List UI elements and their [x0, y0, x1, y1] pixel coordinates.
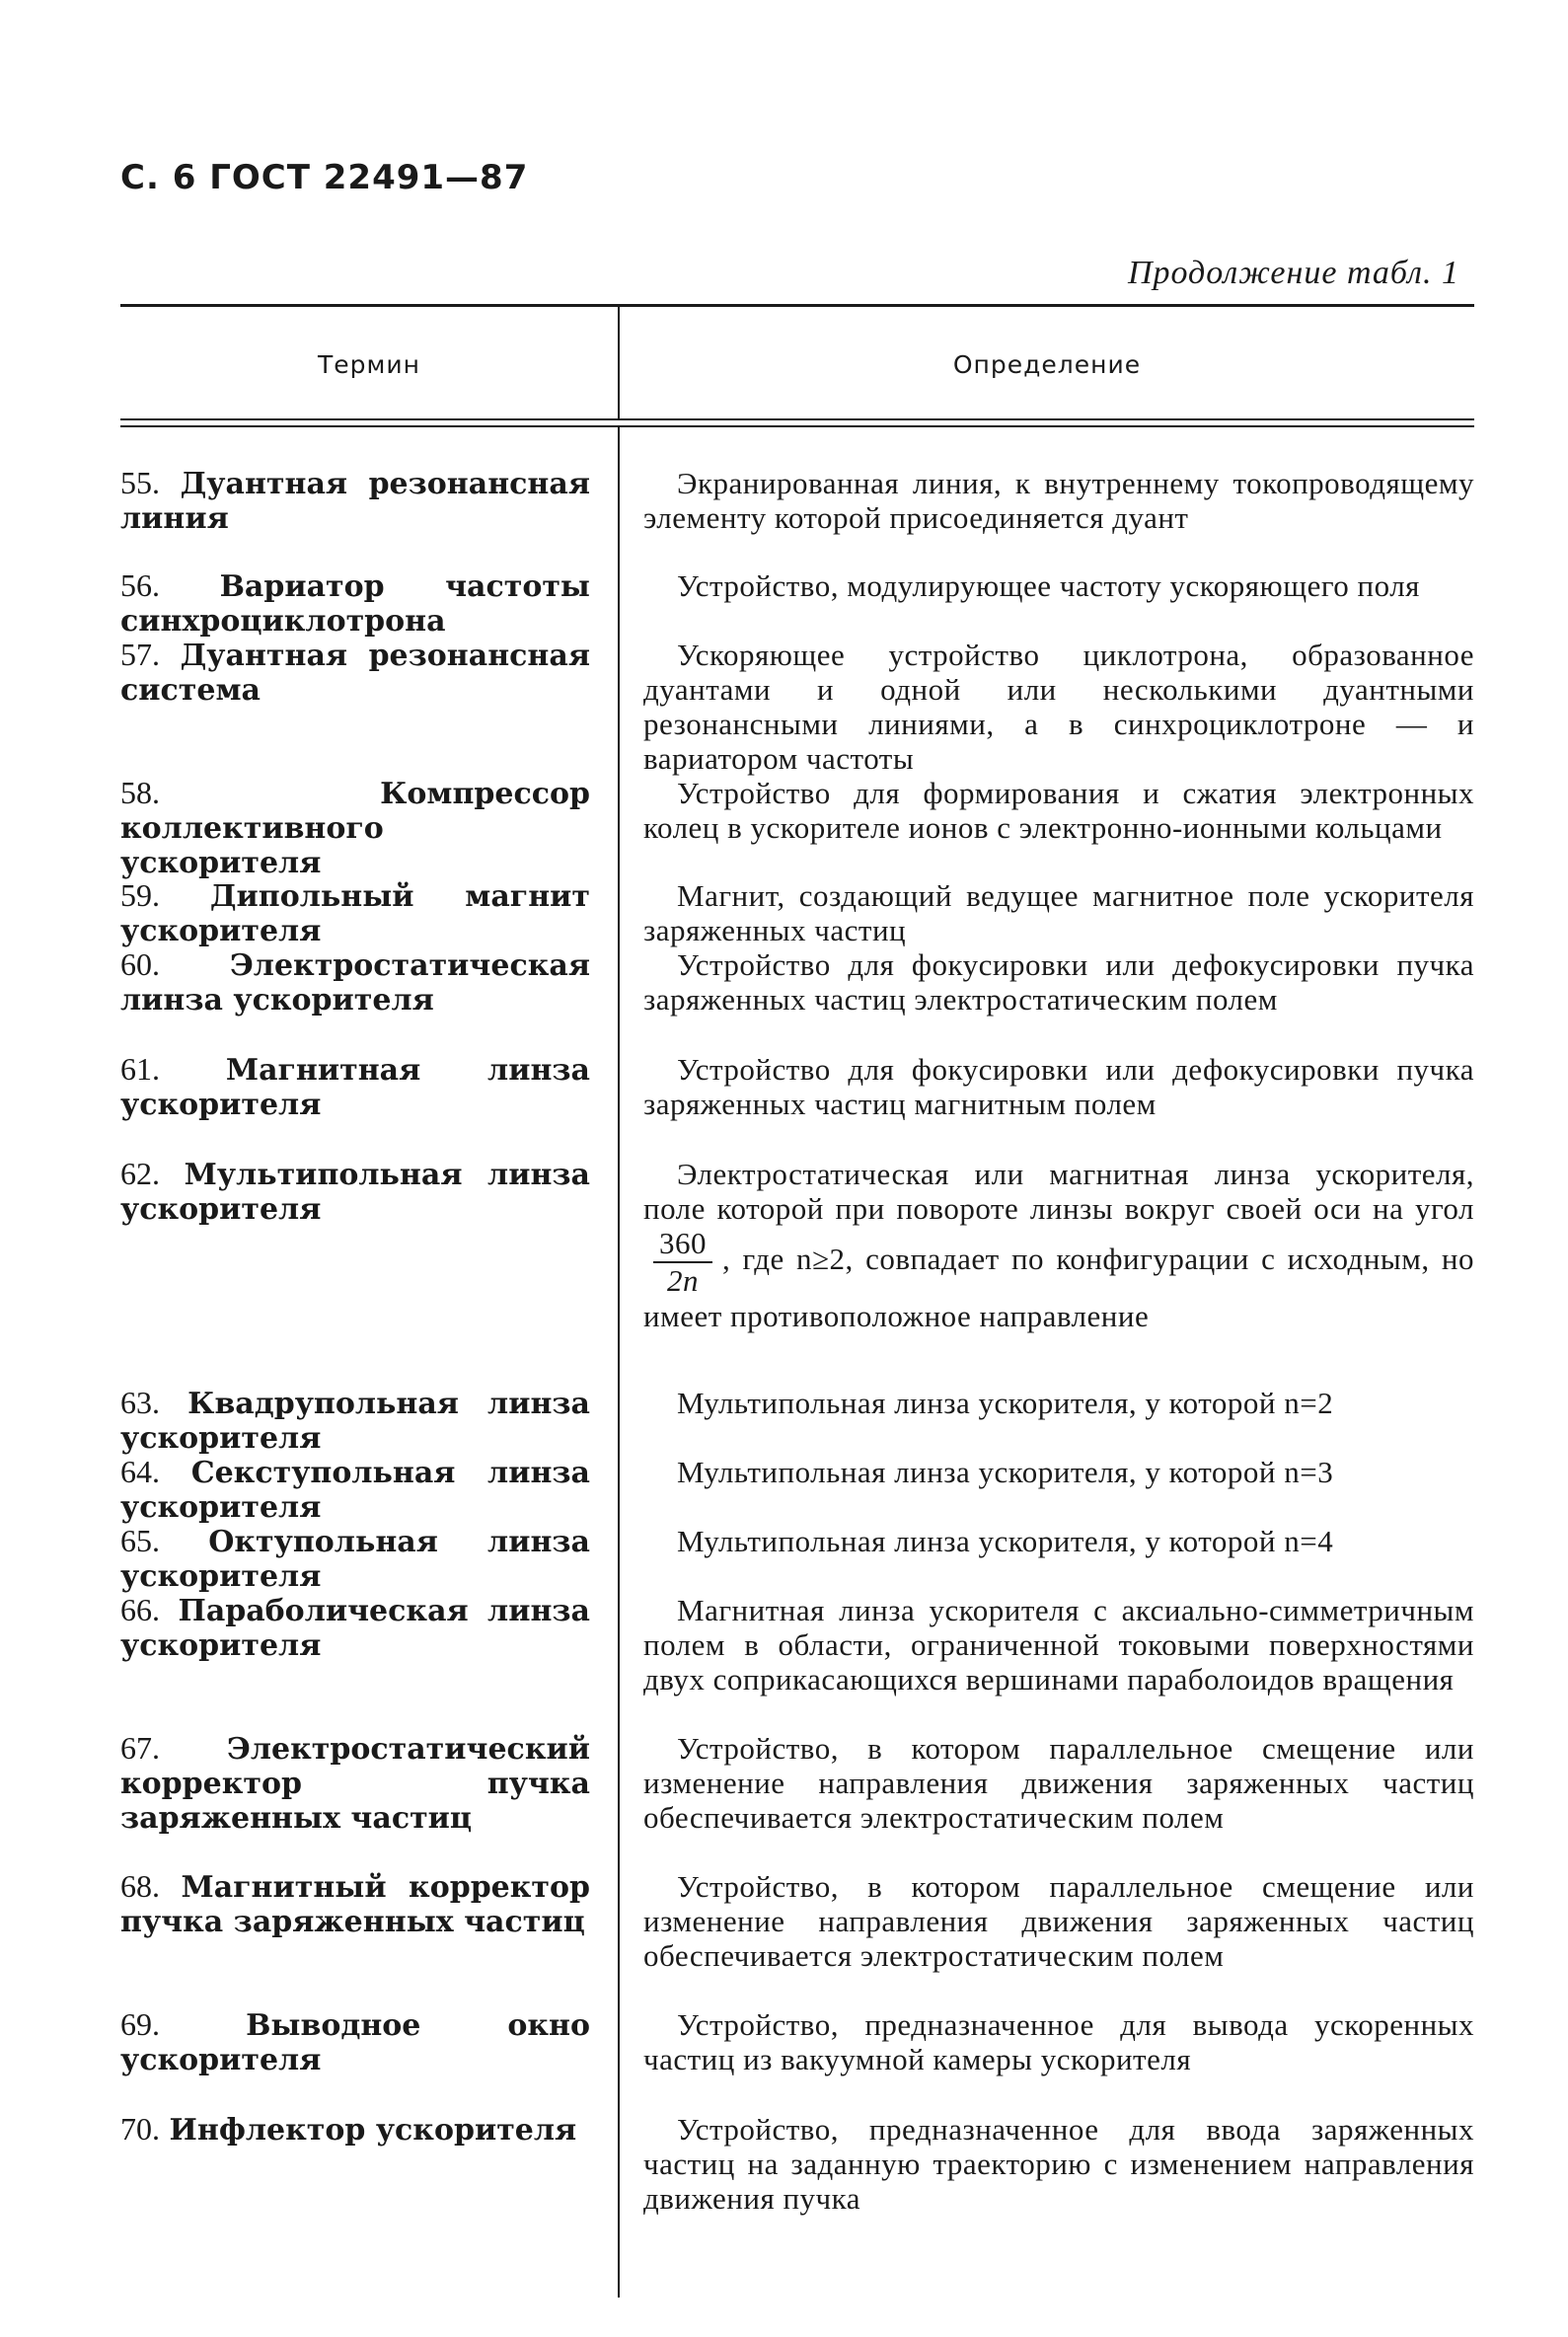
definition-cell: Устройство, предназначенное для вывода ускоренных частиц из вакуумной камеры ускорителя	[643, 2007, 1474, 2076]
term-number: 66.	[120, 1592, 160, 1627]
term-cell	[120, 2007, 590, 2077]
definition-cell: Устройство для формирования и сжатия электронных колец в ускорителе ионов с электронно-ионными кольцами	[643, 776, 1474, 845]
term-number: 59.	[120, 877, 160, 913]
definition-text-continued: , где n≥2, совпадает по конфигурации с исходным, но имеет противоположное направление	[643, 1242, 1474, 1333]
term-name: Выводное окно ускорителя	[120, 2008, 590, 2077]
definition-cell: Устройство для фокусировки или дефокусировки пучка заряженных частиц магнитным полем	[643, 1052, 1474, 1121]
fraction	[653, 1226, 712, 1299]
term-number: 56.	[120, 567, 160, 603]
term-name: Дипольный магнит ускорителя	[120, 879, 590, 948]
definition-cell: Устройство, в котором параллельное смещение или изменение направления движения заряженных частиц обеспечивается электростатическим полем	[643, 1731, 1474, 1835]
term-number: 67.	[120, 1730, 160, 1766]
term-number: 55.	[120, 465, 160, 500]
definition-cell: Экранированная линия, к внутреннему токопроводящему элементу которой присоединяется дуант	[643, 466, 1474, 535]
definition-cell: Устройство, предназначенное для ввода заряженных частиц на заданную траекторию с изменением направления движения пучка	[643, 2112, 1474, 2216]
term-number: 70.	[120, 2111, 160, 2147]
term-cell	[120, 638, 590, 708]
term-name: Секступольная линза ускорителя	[120, 1456, 590, 1525]
term-number: 62.	[120, 1156, 160, 1191]
term-cell	[120, 1386, 590, 1456]
definition-cell: Мультипольная линза ускорителя, у которой n=4	[677, 1524, 1334, 1558]
term-cell	[120, 1593, 590, 1663]
term-name: Дуантная резонансная система	[120, 639, 590, 708]
term-name: Магнитная линза ускорителя	[120, 1053, 590, 1122]
definition-text: Электростатическая или магнитная линза ускорителя, поле которой при повороте линзы вокруг своей оси на угол	[643, 1157, 1474, 1226]
term-name: Электростатический корректор пучка заряженных частиц	[120, 1732, 590, 1836]
term-number: 58.	[120, 775, 160, 810]
term-number: 64.	[120, 1454, 160, 1489]
fraction-numerator: 360	[653, 1226, 712, 1263]
term-name: Дуантная резонансная линия	[120, 467, 590, 536]
term-name: Мультипольная линза ускорителя	[120, 1158, 590, 1227]
term-cell	[120, 1524, 590, 1594]
term-number: 60.	[120, 946, 160, 982]
header-rule	[120, 418, 1474, 420]
definition-cell	[643, 1157, 1474, 1333]
page-header: С. 6 ГОСТ 22491—87	[120, 158, 529, 197]
term-name: Электростатическая линза ускорителя	[120, 948, 590, 1018]
term-number: 65.	[120, 1523, 160, 1558]
definition-cell: Устройство для фокусировки или дефокусировки пучка заряженных частиц электростатическим полем	[643, 947, 1474, 1017]
term-name: Вариатор частоты синхроциклотрона	[120, 569, 590, 639]
definition-cell: Устройство, модулирующее частоту ускоряющего поля	[677, 568, 1420, 603]
term-cell	[120, 878, 590, 948]
term-number: 63.	[120, 1385, 160, 1420]
term-cell	[120, 1157, 590, 1227]
table-continuation-label: Продолжение табл. 1	[1127, 255, 1459, 291]
definition-cell: Магнитная линза ускорителя с аксиально-симметричным полем в области, ограниченной токовыми поверхностями двух соприкасающихся вершинами параболоидов вращения	[643, 1593, 1474, 1696]
term-number: 68.	[120, 1868, 160, 1904]
term-name: Квадрупольная линза ускорителя	[120, 1387, 590, 1456]
term-number: 69.	[120, 2006, 160, 2042]
table-top-rule	[120, 304, 1474, 307]
term-name: Магнитный корректор пучка заряженных частиц	[120, 1870, 590, 1939]
term-cell	[120, 568, 590, 639]
term-cell	[120, 1869, 590, 1939]
column-header-definition: Определение	[952, 350, 1142, 379]
term-number: 57.	[120, 637, 160, 672]
term-cell	[120, 776, 590, 880]
header-rule-double	[120, 425, 1474, 427]
column-header-term: Термин	[318, 350, 420, 379]
term-cell	[120, 1731, 590, 1836]
definition-cell: Мультипольная линза ускорителя, у которой n=2	[677, 1386, 1334, 1420]
definition-cell: Мультипольная линза ускорителя, у которой n=3	[677, 1455, 1334, 1489]
term-name: Компрессор коллективного ускорителя	[120, 777, 590, 880]
term-name: Октупольная линза ускорителя	[120, 1525, 590, 1594]
term-cell	[120, 1052, 590, 1122]
term-name: Параболическая линза ускорителя	[120, 1594, 590, 1663]
definition-cell: Ускоряющее устройство циклотрона, образованное дуантами и одной или несколькими дуантными резонансными линиями, а в синхроциклотроне — и вариатором частоты	[643, 638, 1474, 776]
term-number: 61.	[120, 1051, 160, 1087]
term-cell	[120, 947, 590, 1018]
column-divider-body	[618, 427, 620, 2298]
term-cell	[120, 1455, 590, 1525]
definition-cell: Устройство, в котором параллельное смещение или изменение направления движения заряженных частиц обеспечивается электростатическим полем	[643, 1869, 1474, 1973]
fraction-denominator: 2n	[667, 1263, 699, 1298]
term-cell	[120, 466, 590, 536]
definition-cell: Магнит, создающий ведущее магнитное поле ускорителя заряженных частиц	[643, 878, 1474, 947]
term-cell	[120, 2112, 590, 2148]
term-name: Инфлектор ускорителя	[169, 2113, 577, 2148]
